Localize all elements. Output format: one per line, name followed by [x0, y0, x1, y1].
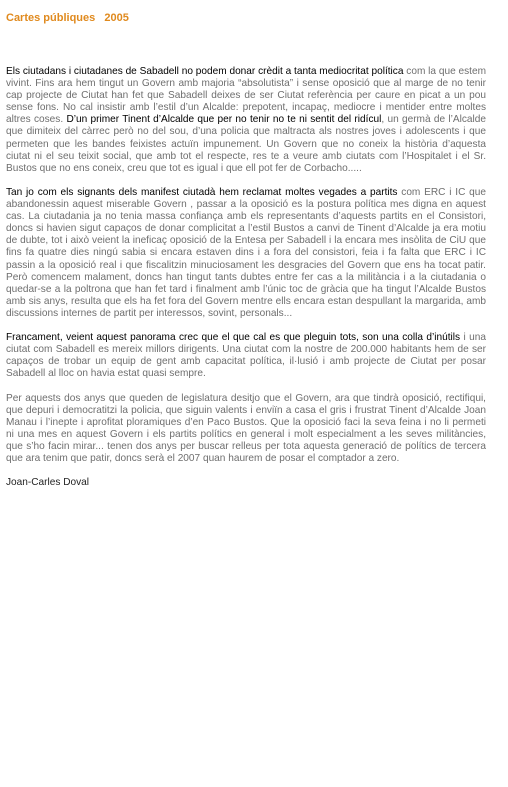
article-paragraph-1	[6, 66, 486, 175]
article-signature: Joan-Carles Doval	[6, 477, 90, 489]
paragraph-lead: Francament, veient aquest panorama crec que el que cal es que pleguin tots, son una colla d’inútils	[6, 332, 461, 344]
section-year: 2005	[104, 12, 129, 24]
section-title: Cartes públiques	[6, 12, 96, 24]
paragraph-text: Per aquests dos anys que queden de legislatura desitjo que el Govern, ara que tindrà oposició, rectifiqui, que depuri i democratitzi la policia, que siguin valents i enviïn a casa el gris i frustrat Tinent d’Alcalde Joan Manau i l’inepte i aprofitat ploramiques d’en Paco Bustos. Que la oposició faci la seva feina i no li permeti ni una mes en aquest Govern i els partits polítics en general i molt especialment a les seves militàncies, que s’ho facin mirar... tenen dos anys per buscar relleus per tota aquesta generació de polítics de tercera que ara tenim que patir, doncs serà el 2007 quan haurem de posar el comptador a zero.	[6, 392, 486, 464]
article-paragraph-3	[6, 332, 486, 380]
paragraph-lead: Tan jo com els signants dels manifest ciutadà hem reclamat moltes vegades a partits	[6, 186, 398, 198]
paragraph-text: com ERC i IC que abandonessin aquest miserable Govern , passar a la oposició es la postura política mes digna en aquest cas. La ciutadania ja no tenia massa confiança amb els representants d’aquests partits en el Consistori, doncs si havien sigut capaços de donar complicitat a l’estil Bustos a canvi de Tinent d’Alcalde ja era motiu de dubte, tot i això veient la ineficaç oposició de la Entesa per Sabadell i la encara mes insòlita de CiU que fins fa quatre dies ningú sabia si encara estaven dins i a fora del consistori, feia i fa falta que ERC i IC passin a la oposició real i que fiscalitzin minuciosament les desgracies del Govern que ens ha tocat patir. Però comencem malament, doncs han tingut tants dubtes entre fer cas a la militància i a la ciutadania o quedar-se a la poltrona que han fet tard i finalment amb l’únic toc de gràcia que ha tingut l’Alcalde Bustos amb sis anys, resulta que els ha fet fora del Govern mentre ells encara estan despullant la margarida, amb discussions internes de partit per interessos, sovint, personals...	[6, 186, 486, 319]
article-paragraph-2	[6, 187, 486, 320]
paragraph-text: com la que estem vivint. Fins ara hem tingut un Govern amb majoria “absolutista” i sense oposició que al marge de no tenir cap projecte de Ciutat han fet que Sabadell deixes de ser Ciutat referència per caure en picat a un pou sense fons. No cal insistir amb l’estil d’un Alcalde: prepotent, incapaç, mediocre i mentider entre moltes altres coses.	[6, 66, 486, 126]
paragraph-text-continued: , un germà de l’Alcalde que dimiteix del càrrec però no del sou, d’una policia que maltracta als nostres joves i adolescents i que permeten que les bandes feixistes actuïn impunement. Un Govern que no coneix la història d’aquesta ciutat ni el seu teixit social, que amb tot el respecte, res te a veure amb ciutats com l’Hospitalet i el Sr. Bustos que no ens coneix, creu que tot es igual i que ell pot fer de Corbacho.....	[6, 114, 486, 174]
article-body	[6, 66, 486, 501]
article-paragraph-4	[6, 393, 486, 466]
paragraph-lead-secondary: D’un primer Tinent d’Alcalde que per no tenir no te ni sentit del ridícul	[66, 114, 382, 126]
paragraph-text: i una ciutat com Sabadell es mereix millors dirigents. Una ciutat com la nostre de 200.000 habitants hem de ser capaços de trobar un equip de gent amb capacitat política, il·lusió i amb projecte de Ciutat per posar Sabadell al lloc on havia estat quasi sempre.	[6, 332, 486, 380]
page-header	[6, 12, 129, 24]
paragraph-lead: Els ciutadans i ciutadanes de Sabadell no podem donar crèdit a tanta mediocritat política	[6, 66, 404, 77]
